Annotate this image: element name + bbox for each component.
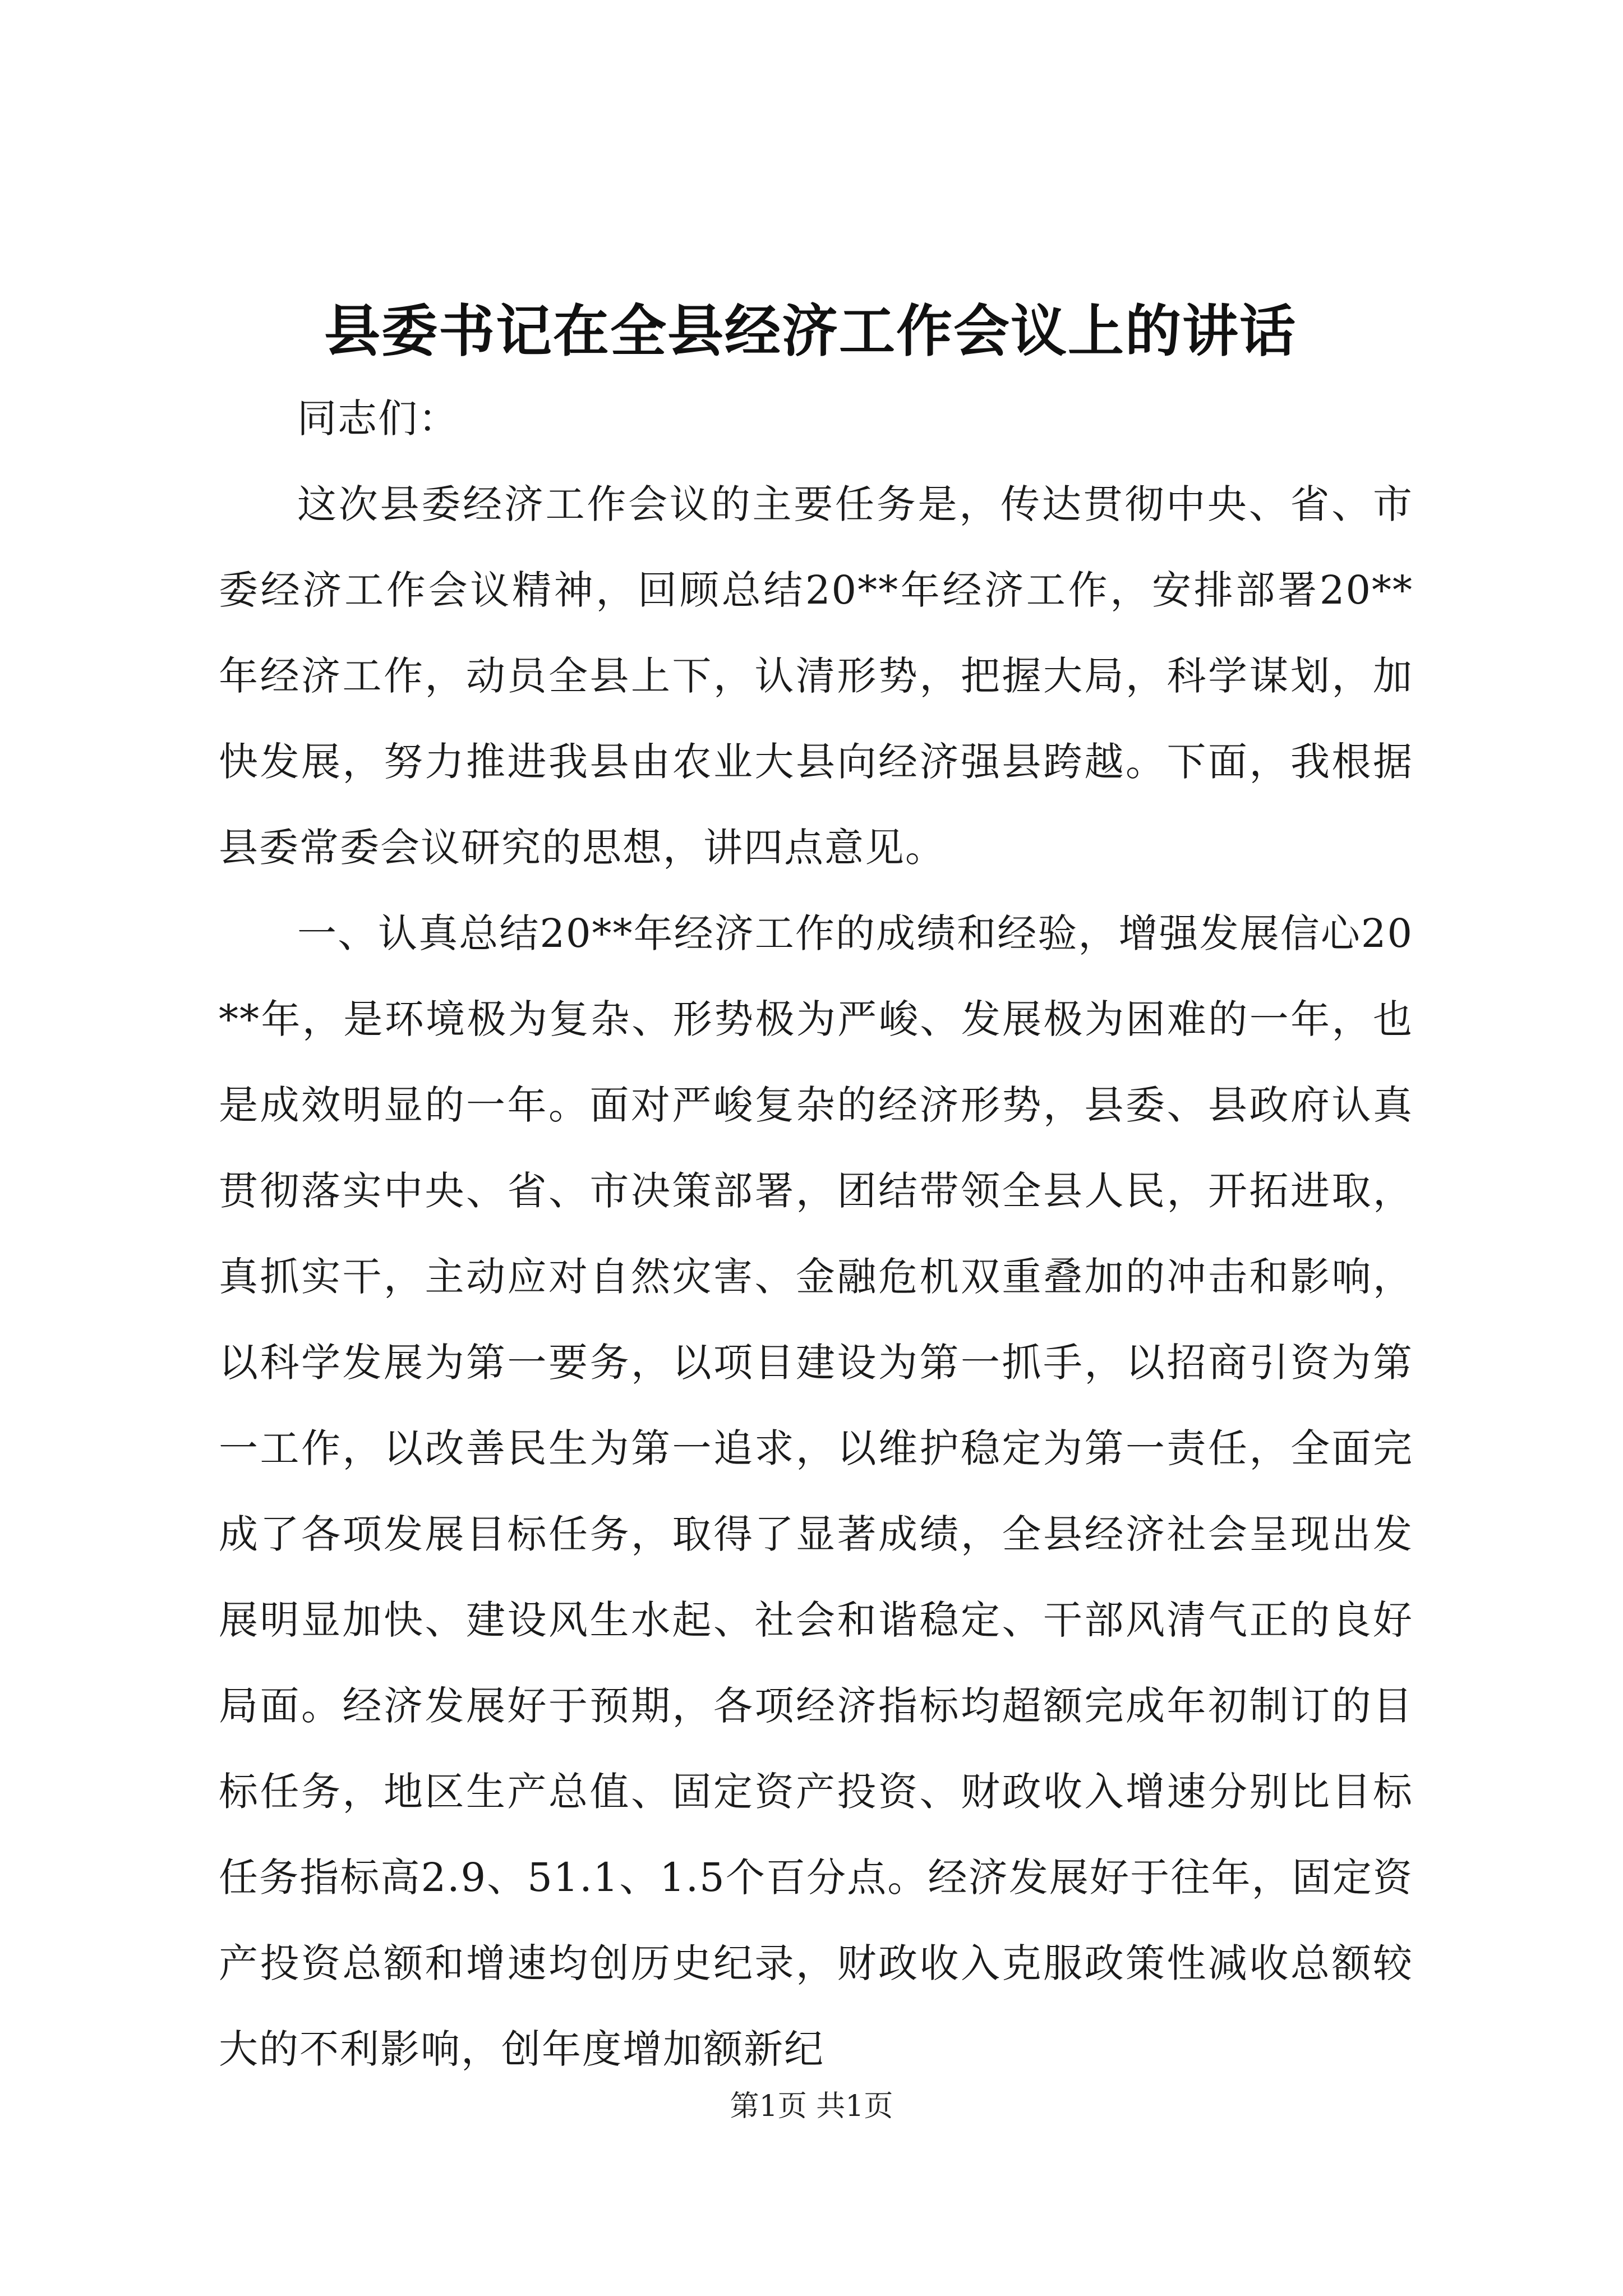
paragraph-intro: 这次县委经济工作会议的主要任务是，传达贯彻中央、省、市委经济工作会议精神，回顾总结20**年经济工作，安排部署20**年经济工作，动员全县上下，认清形势，把握大局，科学谋划，加快发展，努力推进我县由农业大县向经济强县跨越。下面，我根据县委常委会议研究的思想，讲四点意见。 <box>219 481 1413 871</box>
greeting-line: 同志们： <box>297 395 459 441</box>
paragraph-section-one: 一、认真总结20**年经济工作的成绩和经验，增强发展信心20**年，是环境极为复杂、形势极为严峻、发展极为困难的一年，也是成效明显的一年。面对严峻复杂的经济形势，县委、县政府认真贯彻落实中央、省、市决策部署，团结带领全县人民，开拓进取，真抓实干，主动应对自然灾害、金融危机双重叠加的冲击和影响，以科学发展为第一要务，以项目建设为第一抓手，以招商引资为第一工作，以改善民生为第一追求，以维护稳定为第一责任，全面完成了各项发展目标任务，取得了显著成绩，全县经济社会呈现出发展明显加快、建设风生水起、社会和谐稳定、干部风清气正的良好局面。经济发展好于预期，各项经济指标均超额完成年初制订的目标任务，地区生产总值、固定资产投资、财政收入增速分别比目标任务指标高2.9、51.1、1.5个百分点。经济发展好于往年，固定资产投资总额和增速均创历史纪录，财政收入克服政策性减收总额较大的不利影响，创年度增加额新纪 <box>219 910 1413 2072</box>
document-title: 县委书记在全县经济工作会议上的讲话 <box>324 298 1297 364</box>
page-number-footer: 第1页 共1页 <box>730 2090 893 2123</box>
document-body <box>219 376 1413 2092</box>
